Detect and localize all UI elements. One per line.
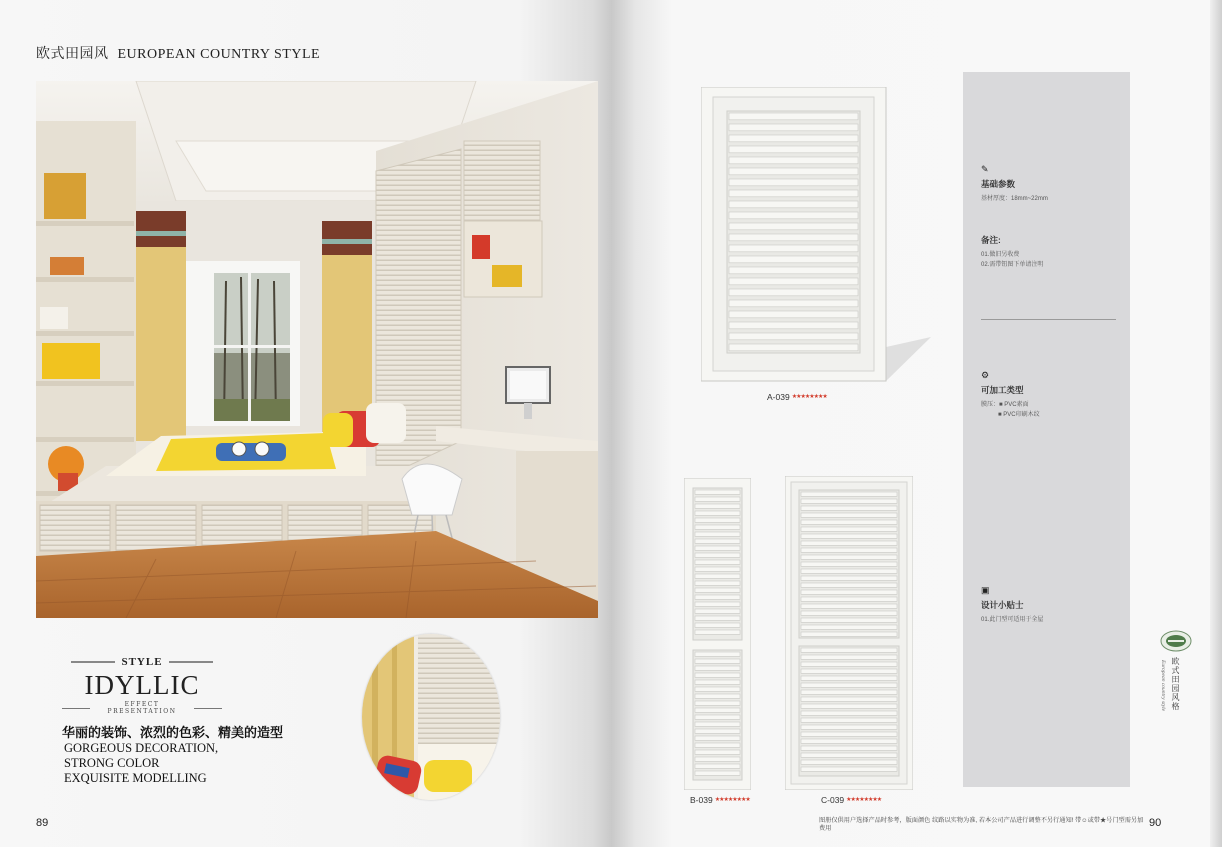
louver-slat [801,506,897,510]
louver-slat [801,513,897,517]
louver-slat [801,583,897,587]
louver-slat [729,179,858,186]
louver-slat [695,630,740,634]
louver-slat [695,750,740,754]
louver-slat [801,732,897,736]
footnote: 图册仅供用户选择产品时参考，版面颜色 纹路以实物为准, 若本公司产品进行调整不另行通知! 带☺或带★号门型需另加费用 [819,817,1144,832]
louver-slat [695,616,740,620]
style-label-row [62,656,222,668]
louver-slat [695,609,740,613]
style-sub-row [62,701,222,715]
louver-slat [801,492,897,496]
louver-slat [695,715,740,719]
louver-slat [695,581,740,585]
rating-stars: ★★★★★★★★ [846,796,882,803]
louver-slat [695,729,740,733]
spec-note [981,234,1043,270]
page-number-left: 89 [36,817,49,829]
louver-slat [695,652,740,656]
louver-door-graphic [785,476,913,790]
spec-panel [963,72,1130,787]
louver-slat [695,497,740,501]
spec-process-title: 可加工类型 [981,385,1024,395]
section-title-cn: 欧式田园风 [36,46,109,62]
louver-slat [695,539,740,543]
spec-basic-text: 基材厚度：18mm~22mm [981,196,1048,202]
louver-slat [729,190,858,197]
louver-slat [801,704,897,708]
square-icon: ▣ [981,585,990,595]
spec-process-line: ■ PVC印刷木纹 [998,412,1040,418]
description-en-line: STRONG COLOR [64,756,160,770]
louver-slat [729,300,858,307]
louver-slat [729,201,858,208]
louver-slat [801,690,897,694]
louver-slat [801,697,897,701]
door-b-label [690,795,750,805]
louver-slat [695,546,740,550]
louver-door-graphic [701,87,931,387]
spec-process-line: 膜压：■ PVC素面 [981,402,1029,408]
room-illustration [36,81,598,618]
vertical-title-en: European country style [1160,660,1166,712]
louver-slat [801,739,897,743]
spec-basic-title: 基础参数 [981,179,1016,189]
louver-slat [695,553,740,557]
louver-slat [801,655,897,659]
rating-stars: ★★★★★★★★ [791,393,827,400]
louver-slat [801,520,897,524]
louver-slat [801,725,897,729]
louver-slat [729,322,858,329]
section-title [36,43,320,63]
louver-slat [729,234,858,241]
louver-slat [695,525,740,529]
spec-tips-text: 01.此门型可适用于全屋 [981,617,1044,623]
style-label: STYLE [121,656,163,668]
louver-slat [695,518,740,522]
spec-basic [981,164,1048,204]
vertical-title-cn: 欧式田园风格 [1171,657,1180,711]
louver-slat [801,555,897,559]
style-sub-rule [62,708,90,709]
louver-slat [695,560,740,564]
louver-slat [801,662,897,666]
louver-slat [695,708,740,712]
spec-divider [981,319,1116,320]
louver-slat [801,576,897,580]
louver-slat [729,146,858,153]
spec-tips-title: 设计小贴士 [981,600,1024,610]
louver-slat [695,602,740,606]
louver-slat [695,623,740,627]
spec-process [981,370,1040,420]
louver-slat [695,687,740,691]
louver-slat [729,157,858,164]
cog-icon: ⚙ [981,370,990,380]
louver-slat [801,590,897,594]
louver-slat [801,597,897,601]
louver-slat [729,344,858,351]
door-a-039 [701,87,886,381]
louver-slat [729,311,858,318]
louver-slat [729,256,858,263]
louver-slat [729,124,858,131]
pencil-icon: ✎ [981,164,989,174]
louver-slat [801,746,897,750]
louver-slat [801,669,897,673]
door-a-label [767,392,827,402]
detail-circle-image [362,634,500,800]
louver-slat [801,760,897,764]
louver-slat [695,532,740,536]
louver-slat [695,701,740,705]
louver-slat [801,648,897,652]
louver-slat [801,625,897,629]
louver-slat [695,771,740,775]
louver-slat [729,278,858,285]
spec-note-line: 01.做旧另收费 [981,252,1020,258]
section-title-en: EUROPEAN COUNTRY STYLE [117,47,321,62]
louver-slat [729,223,858,230]
louver-slat [729,245,858,252]
louver-slat [729,113,858,120]
description-en-line: EXQUISITE MODELLING [64,771,207,785]
spec-note-line: 02.需带钮图下单请注明 [981,262,1044,268]
louver-slat [695,680,740,684]
louver-slat [695,743,740,747]
louver-slat [695,588,740,592]
louver-slat [729,267,858,274]
louver-slat [695,490,740,494]
louver-slat [695,511,740,515]
style-rule [169,661,213,663]
louver-slat [801,541,897,545]
louver-slat [695,694,740,698]
door-b-code: B-039 [690,795,713,805]
room-scene-graphic [36,81,598,618]
description-en [64,741,218,786]
louver-slat [695,504,740,508]
louver-slat [729,333,858,340]
description-cn: 华丽的装饰、浓烈的色彩、精美的造型 [62,726,284,741]
door-a-code: A-039 [767,392,790,402]
style-sub-rule [194,708,222,709]
brand-logo-graphic [1160,630,1192,652]
louver-door-graphic [684,478,751,790]
page-edge [1210,0,1222,847]
louver-slat [695,736,740,740]
louver-slat [801,604,897,608]
louver-slat [801,562,897,566]
style-heading-block [62,656,222,715]
louver-slat [729,135,858,142]
louver-slat [695,666,740,670]
rating-stars: ★★★★★★★★ [714,796,750,803]
louver-slat [801,683,897,687]
louver-slat [801,534,897,538]
style-main-title: IDYLLIC [84,670,200,700]
style-rule [71,661,115,663]
louver-slat [801,569,897,573]
louver-slat [801,499,897,503]
louver-slat [695,673,740,677]
louver-slat [801,718,897,722]
louver-slat [695,722,740,726]
louver-slat [801,548,897,552]
detail-closeup-graphic [362,634,500,800]
door-c-code: C-039 [821,795,845,805]
louver-slat [695,659,740,663]
door-c-label [821,795,882,805]
page-number-right: 90 [1149,817,1162,829]
louver-slat [801,527,897,531]
door-c-039 [785,476,913,790]
spec-tips [981,585,1043,625]
brand-logo [1160,630,1192,652]
louver-slat [695,567,740,571]
louver-slat [801,711,897,715]
louver-slat [801,676,897,680]
louver-slat [801,632,897,636]
louver-slat [695,757,740,761]
louver-slat [695,595,740,599]
louver-slat [729,168,858,175]
spec-note-title: 备注: [981,235,1001,245]
louver-slat [801,611,897,615]
louver-slat [695,764,740,768]
style-subtitle: EFFECT PRESENTATION [107,701,177,715]
louver-slat [695,574,740,578]
louver-slat [801,767,897,771]
door-b-039 [684,478,751,790]
louver-slat [801,753,897,757]
louver-slat [729,212,858,219]
louver-slat [729,289,858,296]
description-en-line: GORGEOUS DECORATION, [64,741,219,755]
louver-slat [801,618,897,622]
